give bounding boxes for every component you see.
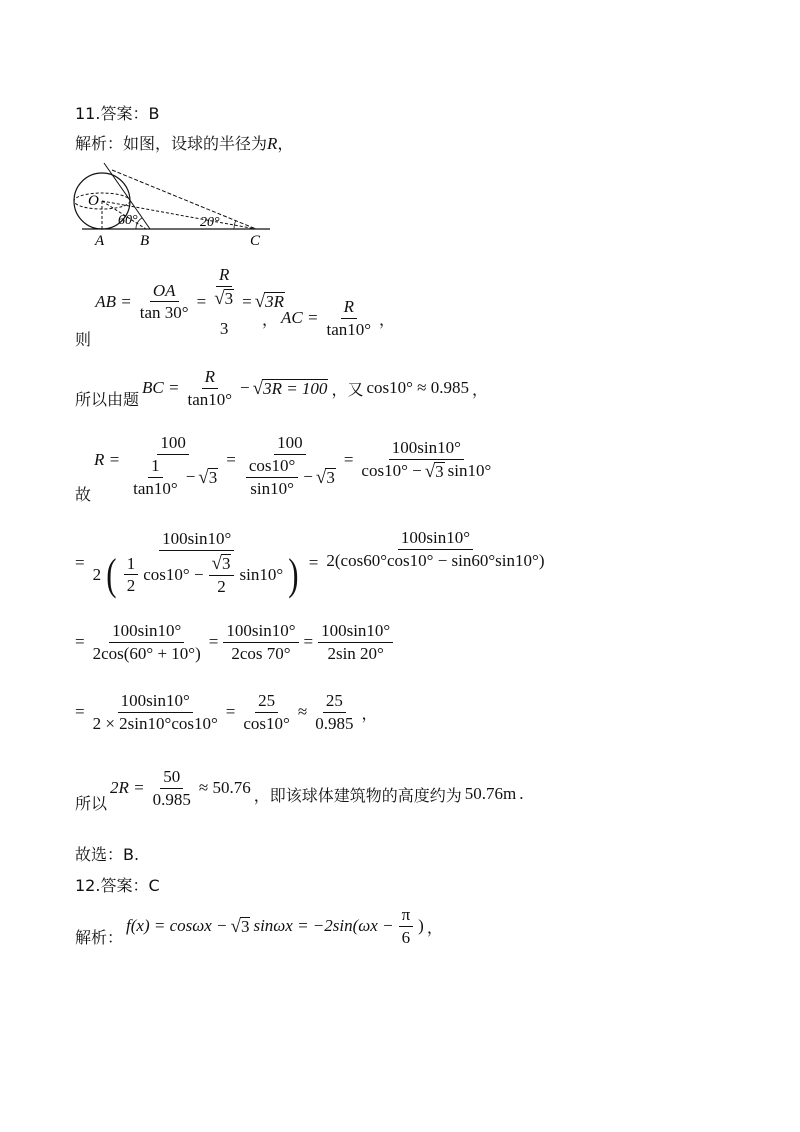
q12-analysis-label: 解析： — [75, 927, 124, 947]
label-20: 20° — [200, 215, 220, 230]
ac-comma: ， — [379, 309, 396, 329]
final-period: . — [519, 784, 524, 804]
q12-close-paren: ) — [418, 916, 424, 936]
ab-den-3: 3 — [219, 318, 229, 338]
eq2-n2: 100sin10° — [398, 529, 473, 550]
bc-equation: 所以由题 BC = $\frac{R}{\tan 10^\circ}$ − √ 3R = 100 ，又 cos10° ≈ 0.985 ， — [75, 367, 489, 409]
q12-formula-a: f(x) = cosωx − — [126, 916, 228, 936]
final-lhs: 2R = — [110, 778, 145, 798]
conclusion-text: ，即该球体建筑物的高度约为 — [253, 785, 462, 805]
label-o: O — [88, 193, 99, 209]
so-label: 所以 — [75, 793, 108, 813]
eq2-half-num: 1 — [124, 555, 139, 576]
eq4-d3: 0.985 — [315, 713, 354, 733]
eq1-d3-b: sin10° — [447, 461, 492, 481]
eq2-s3: 3 — [221, 553, 231, 573]
label-b: B — [140, 233, 150, 249]
ac-equation — [262, 298, 395, 339]
ab-oa: OA — [152, 280, 176, 300]
eq4-d2: cos10° — [243, 713, 290, 733]
eq3-d2: 2cos 70° — [231, 643, 291, 663]
ac-sep-comma: ， — [262, 309, 279, 329]
eq2-cos: cos10° − — [143, 564, 204, 584]
bc-r: R — [204, 367, 215, 386]
height-value: 50.76m — [464, 784, 517, 804]
q11-analysis-line — [75, 131, 293, 154]
eq3-n1: 100sin10° — [109, 622, 184, 643]
eq2-half-den: 2 — [126, 576, 136, 596]
eq3-line: = $\frac{100\sin 10^\circ}{2\cos(60^\circ + 10^\circ)}$ = $\frac{100\sin 10^\circ}{2\cos 70^\circ}$ = $\frac{100\sin 10^\circ}{2\sin 20^\circ}$ — [75, 622, 395, 663]
ac-lhs: AC = — [281, 308, 319, 328]
q11-analysis-text: 解析：如图，设球的半径为 — [75, 134, 268, 153]
ab-result: 3R — [265, 292, 285, 312]
eq3-n3: 100sin10° — [318, 622, 393, 643]
eq4-line: = $\frac{100\sin 10^\circ}{2 \times 2\sin 10^\circ\cos 10^\circ}$ = $\frac{25}{\cos 10^\circ}$ ≈ $\frac{25}{0.985}$ ， — [75, 691, 378, 733]
eq1-d1-tan: tan10° — [133, 478, 178, 498]
q12-answer-label: 12.答案：C — [75, 876, 160, 895]
final-den: 0.985 — [152, 789, 191, 809]
label-60: 60° — [118, 213, 138, 228]
q11-answer-label: 11.答案：B — [75, 104, 160, 123]
q11-radius-var: R — [267, 134, 278, 153]
q12-formula-b: sinωx = −2sin(ωx − — [253, 916, 394, 936]
eq1-n2: 100 — [274, 434, 306, 455]
ab-sqrt3: 3 — [224, 288, 234, 308]
q12-sqrt3: 3 — [240, 916, 250, 936]
eq3-n2: 100sin10° — [223, 622, 298, 643]
eq4-n3: 25 — [323, 692, 346, 713]
eq1-d2-sin: sin10° — [250, 478, 294, 498]
eq1-d3-a: cos10° − — [361, 461, 422, 481]
ac-tan10: tan10° — [326, 319, 372, 339]
eq1-d3-sqrt: 3 — [435, 461, 444, 481]
eq1-d1-one: 1 — [148, 457, 163, 478]
ac-r: R — [343, 297, 354, 316]
so-by-label: 所以由题 — [75, 389, 140, 409]
eq1-d1-sqrt: 3 — [208, 467, 218, 487]
cos-approx: cos10° ≈ 0.985 — [366, 378, 469, 398]
eq2-d2: 2(cos60°cos10° − sin60°sin10°) — [326, 550, 545, 570]
ab-lhs: AB = — [95, 291, 132, 311]
label-a: A — [95, 233, 105, 249]
eq2-two: 2 — [92, 564, 102, 584]
q12-comma: ， — [426, 917, 443, 937]
q11-choose: 故选：B. — [75, 845, 140, 864]
bc-tan10: tan10° — [187, 389, 233, 409]
angle-20-arc — [234, 220, 236, 229]
then-label: 则 — [75, 329, 92, 349]
eq1-n3: 100sin10° — [389, 439, 464, 460]
final-line — [75, 767, 524, 813]
eq3-d1: 2cos(60° + 10°) — [92, 643, 201, 663]
ab-tan30: tan 30° — [139, 303, 189, 323]
eq1-d2-cos: cos10° — [246, 457, 298, 478]
final-approx: ≈ 50.76 — [198, 778, 251, 798]
eq1-n1: 100 — [157, 434, 189, 455]
eq1-d2-sqrt: 3 — [326, 467, 335, 487]
bc-comma: ， — [472, 379, 489, 399]
eq3-d3: 2sin 20° — [327, 643, 384, 663]
sphere-geometry-figure — [70, 160, 280, 252]
eq2-n1: 100sin10° — [159, 530, 234, 551]
q12-formula-line: 解析： f(x) = cosωx − √ 3 sinωx = −2sin(ωx − $\frac{\pi}{6}$ ) ， — [75, 905, 443, 947]
eq4-d1: 2 × 2sin10°cos10° — [92, 713, 218, 733]
eq4-n1: 100sin10° — [118, 692, 193, 713]
ab-r: R — [218, 265, 230, 284]
ab-ac-equation: 则 AB = $\frac{OA}{\tan 30^\circ}$ = R √ 3 3 = √ 3R — [75, 265, 285, 349]
eq1-lhs: R = — [94, 449, 121, 469]
eq4-n2: 25 — [255, 692, 278, 713]
final-num: 50 — [160, 768, 183, 789]
eq4-comma: ， — [361, 703, 378, 723]
eq2-sin: sin10° — [239, 564, 284, 584]
bc-lhs: BC = — [142, 378, 180, 398]
q11-comma: ， — [277, 134, 294, 153]
eq1-line: 故 R = 100 $\frac{1}{\tan 10^\circ}$ − √ 3 = 100 $\frac{\cos 10^\circ}{\sin 10^\circ}$ − √ 3 = 100sin10° cos10° − √ 3 sin10° — [75, 433, 492, 505]
also-label: ，又 — [331, 379, 364, 399]
hence-label: 故 — [75, 485, 92, 505]
q12-pi: π — [399, 906, 414, 927]
bc-tail: 3R = 100 — [263, 378, 328, 398]
eq2-line: = 100sin10° 2 ( $\frac{1}{2}$ cos10° − √ 3 2 sin10° ) = $\frac{100\sin 10^\circ}{2(\cos 60^\circ\cos 10^\circ - \sin 60^\circ\sin 10^\circ)}$ — [75, 530, 549, 597]
eq2-s3-den: 2 — [217, 576, 226, 596]
q12-six: 6 — [401, 927, 411, 947]
label-c: C — [250, 233, 261, 249]
